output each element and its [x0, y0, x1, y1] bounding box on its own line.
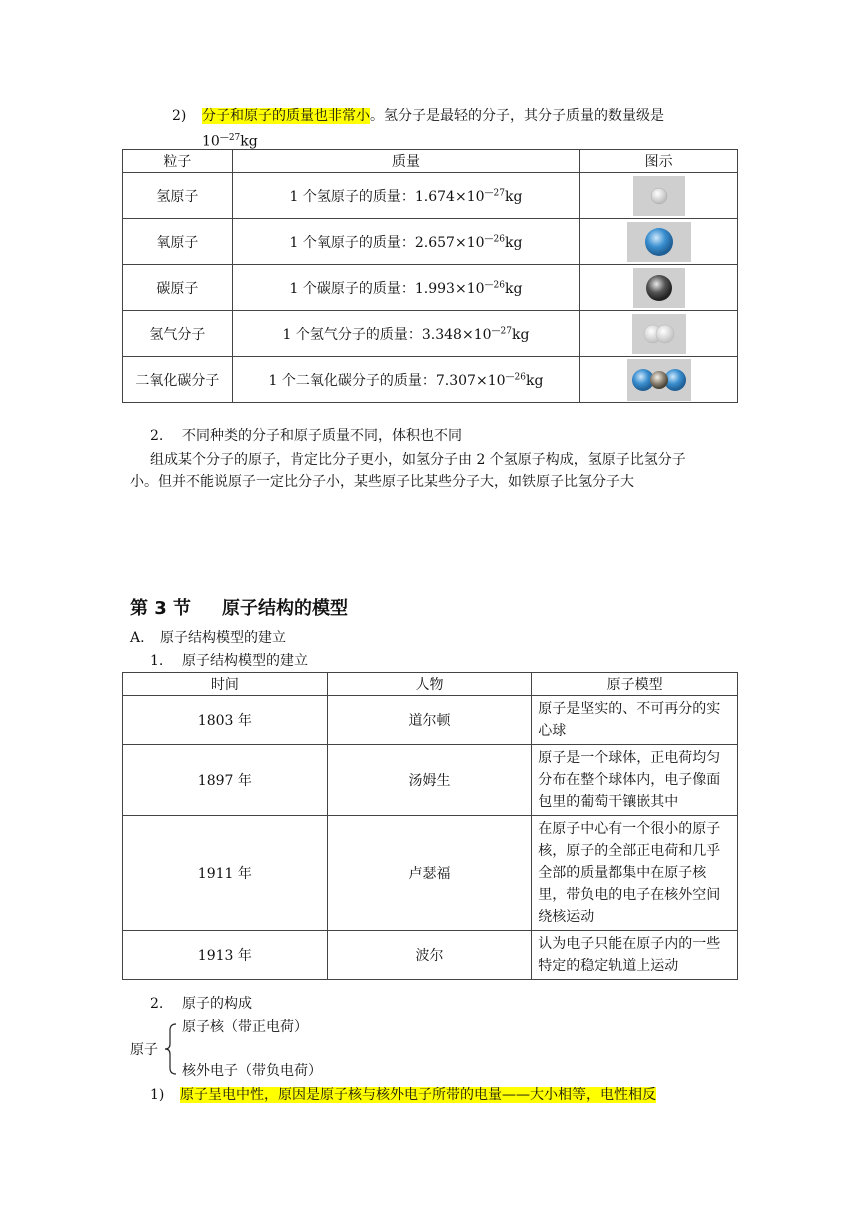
particle-mass: 1 个氢气分子的质量：$3.348\times 10^{—27}kg$ — [232, 311, 579, 357]
composition-root: 原子 — [130, 1042, 158, 1058]
table-row — [123, 357, 738, 403]
particle-name: 二氧化碳分子 — [123, 357, 233, 403]
point-2-text: 。氢分子是最轻的分子，其分子质量的数量级是 — [370, 108, 664, 124]
particle-mass: 1 个碳原子的质量：$1.993\times 10^{—26}kg$ — [232, 265, 579, 311]
model-person: 卢瑟福 — [327, 816, 532, 931]
point-2 — [172, 106, 742, 126]
point-1 — [150, 1085, 656, 1105]
mass-table — [122, 149, 738, 403]
mass-table-header — [123, 150, 738, 173]
table-row — [123, 696, 738, 745]
composition-electrons: 核外电子（带负电荷） — [182, 1063, 322, 1079]
hydrogen-atom-icon — [633, 176, 685, 216]
particle-name: 碳原子 — [123, 265, 233, 311]
section-2-title: 不同种类的分子和原子质量不同，体积也不同 — [182, 428, 462, 444]
model-description: 原子是一个球体，正电荷均匀分布在整个球体内，电子像面包里的葡萄干镶嵌其中 — [532, 745, 738, 816]
model-person: 道尔顿 — [327, 696, 532, 745]
header-time: 时间 — [123, 673, 328, 696]
subsection-2-title: 原子的构成 — [182, 996, 252, 1012]
part-a-letter: A. — [130, 630, 145, 646]
hydrogen-molecule-icon — [632, 314, 686, 354]
co2-molecule-icon — [627, 359, 691, 401]
subsection-2-heading — [150, 994, 252, 1014]
point-1-number: 1) — [150, 1087, 165, 1103]
particle-mass: 1 个氢原子的质量：$1.674\times 10^{—27}kg$ — [232, 173, 579, 219]
header-model: 原子模型 — [532, 673, 738, 696]
magnitude-exponent: —27 — [219, 133, 241, 143]
point-1-highlight: 原子呈电中性，原因是原子核与核外电子所带的电量——大小相等，电性相反 — [180, 1087, 656, 1103]
header-person: 人物 — [327, 673, 532, 696]
table-row — [123, 173, 738, 219]
model-person: 波尔 — [327, 931, 532, 980]
curly-brace-icon — [162, 1022, 178, 1076]
model-year: 1911 年 — [123, 816, 328, 931]
header-mass: 质量 — [232, 150, 579, 173]
particle-diagram — [580, 173, 738, 219]
model-description: 原子是坚实的、不可再分的实心球 — [532, 696, 738, 745]
point-2-number: 2) — [172, 108, 187, 124]
particle-diagram — [580, 357, 738, 403]
model-year: 1897 年 — [123, 745, 328, 816]
chapter-label: 第 3 节 — [130, 598, 192, 619]
magnitude-base: 10 — [202, 133, 220, 150]
subsection-1-number: 1. — [150, 653, 164, 669]
subsection-2-number: 2. — [150, 996, 164, 1012]
particle-mass: 1 个氧原子的质量：$2.657\times 10^{—26}kg$ — [232, 219, 579, 265]
particle-name: 氢气分子 — [123, 311, 233, 357]
particle-name: 氢原子 — [123, 173, 233, 219]
particle-diagram — [580, 219, 738, 265]
chapter-title: 原子结构的模型 — [222, 598, 348, 619]
particle-diagram — [580, 311, 738, 357]
magnitude-unit: kg — [240, 133, 258, 150]
model-person: 汤姆生 — [327, 745, 532, 816]
table-row — [123, 311, 738, 357]
section-2-heading — [150, 426, 462, 446]
model-year: 1913 年 — [123, 931, 328, 980]
section-2-paragraph-line-2: 小。但并不能说原子一定比分子小，某些原子比某些分子大，如铁原子比氢分子大 — [130, 474, 634, 490]
table-row — [123, 219, 738, 265]
model-table-header — [123, 673, 738, 696]
composition-nucleus: 原子核（带正电荷） — [182, 1019, 308, 1035]
header-particle: 粒子 — [123, 150, 233, 173]
particle-name: 氧原子 — [123, 219, 233, 265]
table-row — [123, 931, 738, 980]
part-a-heading — [130, 628, 286, 648]
atomic-model-table — [122, 672, 738, 980]
section-2-number: 2. — [150, 428, 164, 444]
table-row — [123, 745, 738, 816]
model-description: 认为电子只能在原子内的一些特定的稳定轨道上运动 — [532, 931, 738, 980]
oxygen-atom-icon — [627, 222, 691, 262]
table-row — [123, 816, 738, 931]
carbon-atom-icon — [633, 268, 685, 308]
model-description: 在原子中心有一个很小的原子核，原子的全部正电荷和几乎全部的质量都集中在原子核里，带负电的电子在核外空间绕核运动 — [532, 816, 738, 931]
section-2-paragraph-line-1: 组成某个分子的原子，肯定比分子更小，如氢分子由 2 个氢原子构成，氢原子比氢分子 — [150, 452, 686, 468]
table-row — [123, 265, 738, 311]
particle-diagram — [580, 265, 738, 311]
particle-mass: 1 个二氧化碳分子的质量：$7.307\times 10^{—26}kg$ — [232, 357, 579, 403]
header-diagram: 图示 — [580, 150, 738, 173]
part-a-title: 原子结构模型的建立 — [160, 630, 286, 646]
point-2-highlight: 分子和原子的质量也非常小 — [202, 108, 370, 124]
model-year: 1803 年 — [123, 696, 328, 745]
subsection-1-title: 原子结构模型的建立 — [182, 653, 308, 669]
subsection-1-heading — [150, 651, 308, 671]
chapter-heading — [130, 594, 348, 620]
